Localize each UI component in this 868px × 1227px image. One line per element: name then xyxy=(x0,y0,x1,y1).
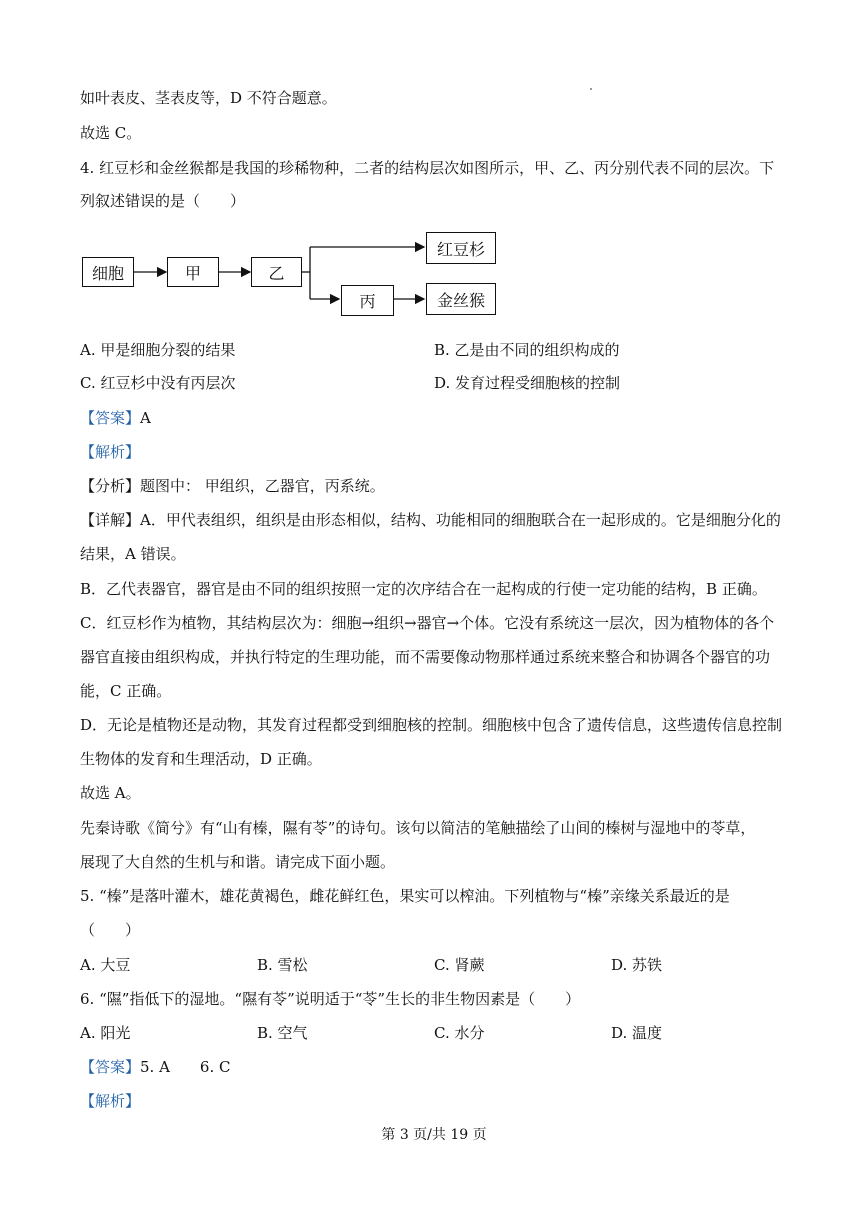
detail-a-cont: 结果，A 错误。 xyxy=(80,545,186,563)
detail-c-cont: 器官直接由组织构成，并执行特定的生理功能，而不需要像动物那样通过系统来整合和协调各个器官的功 xyxy=(80,648,771,666)
detail-c-cont2: 能，C 正确。 xyxy=(80,682,172,700)
answer-tag: 【答案】 xyxy=(80,409,141,427)
answer-value: A xyxy=(140,409,151,427)
passage-line: 先秦诗歌《简兮》有“山有榛，隰有苓”的诗句。该句以简洁的笔触描绘了山间的榛树与湿地中的苓草， xyxy=(80,819,756,837)
box-cell: 细胞 xyxy=(82,257,134,287)
q4-option-d: D. 发育过程受细胞核的控制 xyxy=(434,374,621,392)
question-5-stem: 5. “榛”是落叶灌木，雄花黄褐色，雌花鲜红色，果实可以榨油。下列植物与“榛”亲缘关系最近的是 xyxy=(80,887,730,905)
detail-b: B．乙代表器官，器官是由不同的组织按照一定的次序结合在一起构成的行使一定功能的结构，B 正确。 xyxy=(80,580,767,598)
box-jinsihou: 金丝猴 xyxy=(426,283,496,315)
q4-option-a: A. 甲是细胞分裂的结果 xyxy=(80,341,236,359)
analysis-summary: 【分析】题图中： 甲组织，乙器官，丙系统。 xyxy=(80,477,385,495)
q5-option-d: D. 苏铁 xyxy=(611,956,663,974)
q6-option-c: C. 水分 xyxy=(434,1024,485,1042)
conclusion-4: 故选 A。 xyxy=(80,784,141,802)
answer-4 xyxy=(80,408,151,428)
text-line: 如叶表皮、茎表皮等，D 不符合题意。 xyxy=(80,89,337,107)
q4-option-b: B. 乙是由不同的组织构成的 xyxy=(434,341,620,359)
box-yi: 乙 xyxy=(251,257,302,287)
detail-c: C．红豆杉作为植物，其结构层次为：细胞→组织→器官→个体。它没有系统这一层次，因为植物体的各个 xyxy=(80,614,775,632)
box-bing: 丙 xyxy=(341,285,394,316)
q4-option-c: C. 红豆杉中没有丙层次 xyxy=(80,374,236,392)
question-6-stem: 6. “隰”指低下的湿地。“隰有苓”说明适于“苓”生长的非生物因素是（ ） xyxy=(80,990,581,1008)
answer-tag: 【答案】 xyxy=(80,1058,141,1076)
question-4-stem-cont: 列叙述错误的是（ ） xyxy=(80,192,246,210)
q5-option-b: B. 雪松 xyxy=(257,956,308,974)
detail-d-cont: 生物体的发育和生理活动，D 正确。 xyxy=(80,750,322,768)
analysis-tag: 【解析】 xyxy=(80,443,141,461)
q6-option-a: A. 阳光 xyxy=(80,1024,131,1042)
analysis-tag: 【解析】 xyxy=(80,1092,141,1110)
answer-5-6 xyxy=(80,1057,231,1077)
question-4-stem: 4. 红豆杉和金丝猴都是我国的珍稀物种，二者的结构层次如图所示，甲、乙、丙分别代表不同的层次。下 xyxy=(80,159,775,177)
page-footer: 第 3 页/共 19 页 xyxy=(381,1127,487,1143)
q5-option-c: C. 肾蕨 xyxy=(434,956,485,974)
detail-d: D．无论是植物还是动物，其发育过程都受到细胞核的控制。细胞核中包含了遗传信息，这些遗传信息控制 xyxy=(80,716,783,734)
text-line: 故选 C。 xyxy=(80,124,142,142)
q6-option-d: D. 温度 xyxy=(611,1024,663,1042)
question-5-stem-cont: （ ） xyxy=(80,921,141,939)
answer-value: 5. A 6. C xyxy=(140,1058,231,1076)
q5-option-a: A. 大豆 xyxy=(80,956,131,974)
box-hongdoushan: 红豆杉 xyxy=(426,232,496,264)
q6-option-b: B. 空气 xyxy=(257,1024,308,1042)
passage-line: 展现了大自然的生机与和谐。请完成下面小题。 xyxy=(80,853,396,871)
detail-a: 【详解】A．甲代表组织，组织是由形态相似，结构、功能相同的细胞联合在一起形成的。它是细胞分化的 xyxy=(80,511,781,529)
box-jia: 甲 xyxy=(167,257,219,287)
